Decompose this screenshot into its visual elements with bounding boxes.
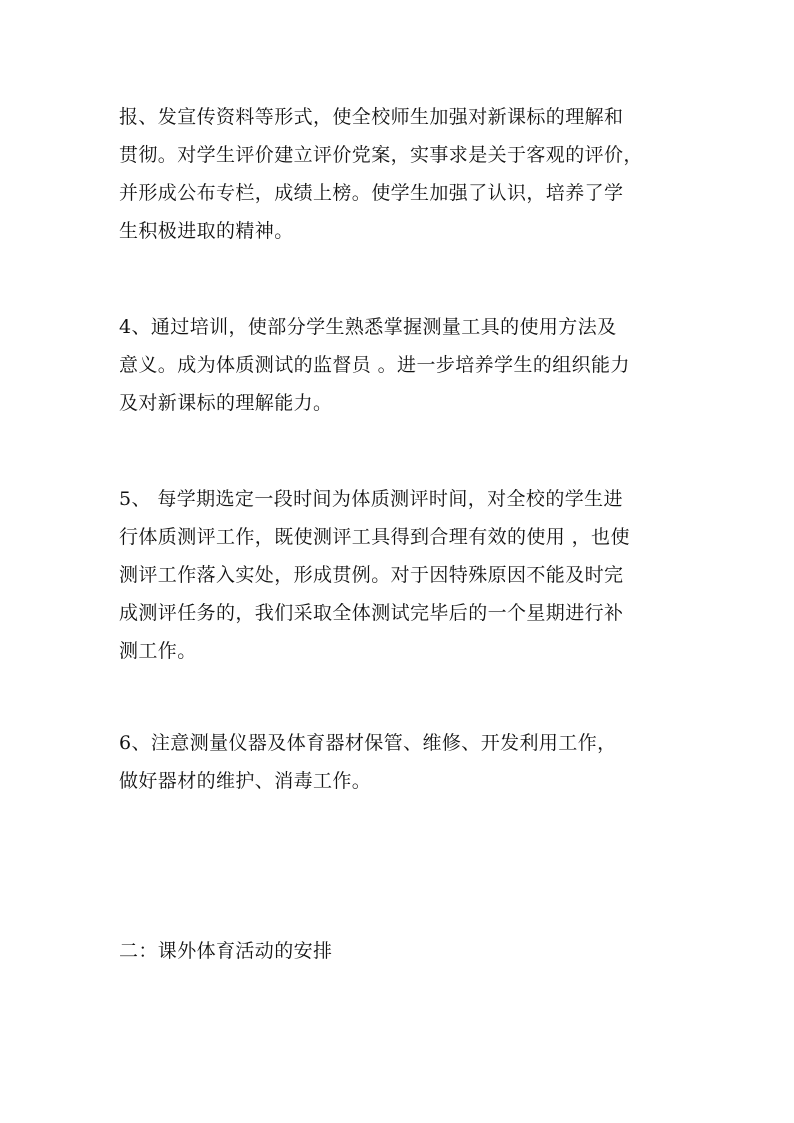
paragraph-publicity-evaluation	[119, 98, 679, 250]
paragraph-line: 6、注意测量仪器及体育器材保管、维修、开发利用工作，	[119, 732, 617, 754]
paragraph-line: 测评工作落入实处，形成贯例。对于因特殊原因不能及时完	[119, 564, 624, 586]
paragraph-line: 生积极进取的精神。	[119, 220, 294, 242]
paragraph-line: 行体质测评工作，既使测评工具得到合理有效的使用 ，也使	[119, 526, 630, 548]
section-heading-text: 二：课外体育活动的安排	[119, 940, 333, 962]
paragraph-line: 并形成公布专栏，成绩上榜。使学生加强了认识，培养了学	[119, 182, 624, 204]
paragraph-item-6-equipment	[119, 724, 679, 800]
paragraph-line: 4、通过培训，使部分学生熟悉掌握测量工具的使用方法及	[119, 316, 617, 338]
section-heading	[119, 932, 679, 970]
paragraph-line: 成测评任务的，我们采取全体测试完毕后的一个星期进行补	[119, 602, 624, 624]
paragraph-line: 贯彻。对学生评价建立评价党案，实事求是关于客观的评价，	[119, 144, 643, 166]
paragraph-item-4-training	[119, 308, 679, 422]
paragraph-line: 报、发宣传资料等形式，使全校师生加强对新课标的理解和	[119, 106, 624, 128]
paragraph-line: 及对新课标的理解能力。	[119, 392, 333, 414]
paragraph-line: 测工作。	[119, 640, 197, 662]
paragraph-item-5-fitness-testing	[119, 480, 679, 670]
paragraph-line: 意义。成为体质测试的监督员 。进一步培养学生的组织能力	[119, 354, 630, 376]
paragraph-line: 做好器材的维护、消毒工作。	[119, 770, 372, 792]
paragraph-line: 5、 每学期选定一段时间为体质测评时间，对全校的学生进	[119, 488, 623, 510]
